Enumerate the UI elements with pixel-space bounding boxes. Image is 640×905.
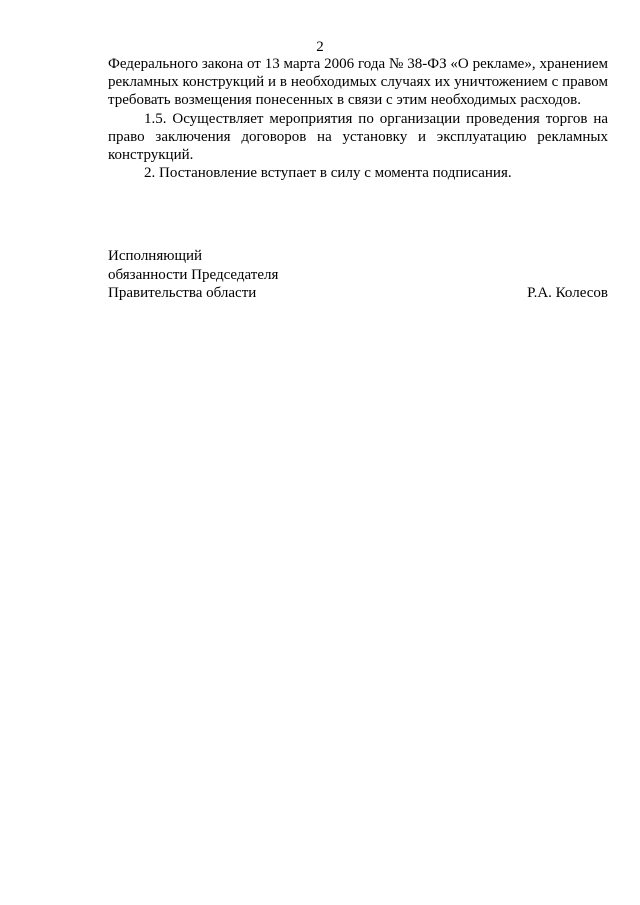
- paragraph-continuation: Федерального закона от 13 марта 2006 года № 38-ФЗ «О рекламе», хранением рекламных конструкций и в необходимых случаях их уничтожением с правом требовать возмещения понесенных в связи с этим необходимых расходов.: [108, 56, 608, 109]
- signer-title-line-3: Правительства области: [108, 285, 257, 301]
- signer-title-line-1: Исполняющий: [108, 248, 203, 264]
- signer-row: [108, 284, 608, 303]
- page-number: 2: [316, 39, 324, 55]
- signer-title-line-2: обязанности Председателя: [108, 266, 279, 283]
- document-body: [108, 55, 608, 182]
- paragraph-item-2: 2. Постановление вступает в силу с момента подписания.: [144, 165, 512, 182]
- signer-name: Р.А. Колесов: [527, 285, 608, 301]
- paragraph-item-1-5: 1.5. Осуществляет мероприятия по организации проведения торгов на право заключения договоров на установку и эксплуатацию рекламных конструкций.: [108, 110, 608, 164]
- signature-block: [108, 247, 608, 303]
